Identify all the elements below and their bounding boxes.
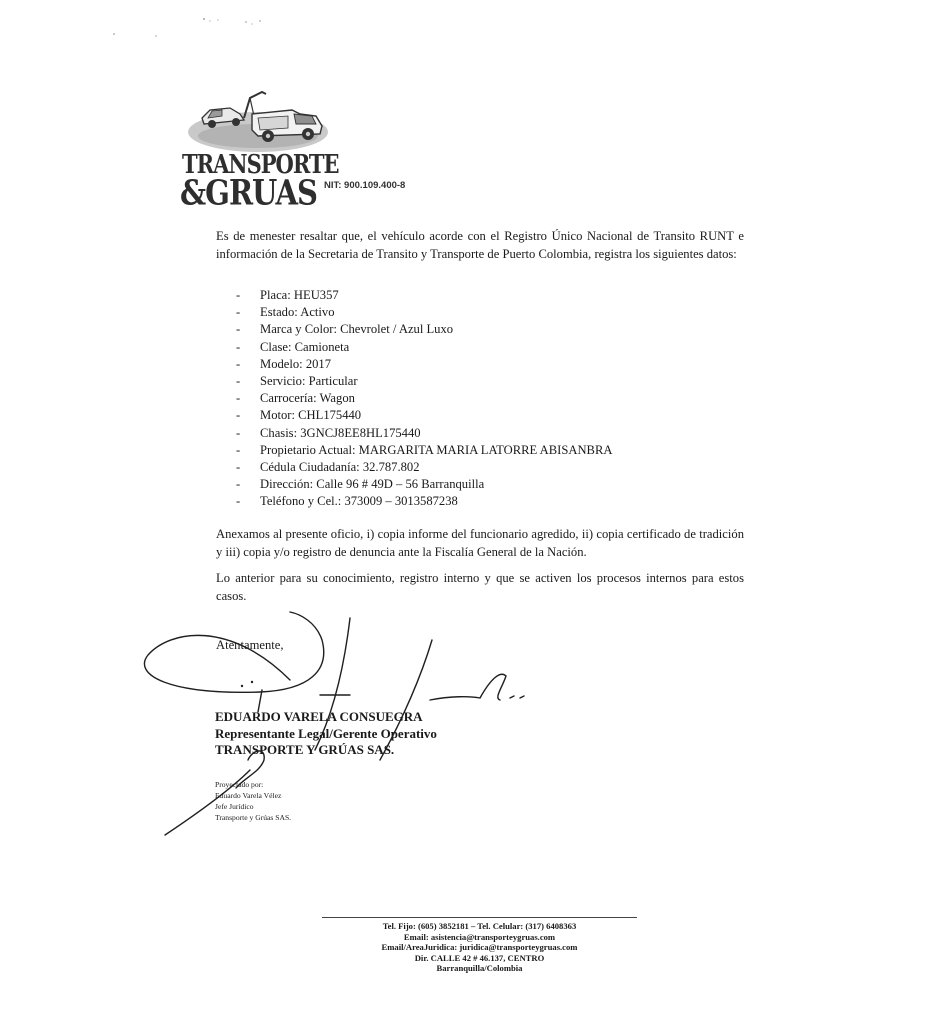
list-item [236,407,612,424]
list-bullet: - [236,477,241,492]
list-item-text: Placa: HEU357 [260,288,339,302]
footer-contact [322,921,637,974]
list-item-text: Clase: Camioneta [260,339,350,354]
list-bullet: - [236,425,241,440]
list-item [236,356,612,373]
footer-divider [322,917,637,918]
list-item [236,373,612,390]
footer-email: Email: asistencia@transporteygruas.com [403,931,556,942]
footer-city: Barranquilla/Colombia [436,963,523,974]
list-bullet: - [236,442,241,457]
footer-phone: Tel. Fijo: (605) 3852181 – Tel. Celular: (317) 6408363 [382,921,577,931]
list-item-text: Dirección: Calle 96 # 49D – 56 Barranquilla [260,477,485,492]
list-item-text: Marca y Color: Chevrolet / Azul Luxo [260,322,454,337]
intro-paragraph: Es de menester resaltar que, el vehículo acorde con el Registro Único Nacional de Transito RUNT e información de la Secretaria de Transito y Transporte de Puerto Colombia, registra los siguientes datos: [216,229,744,261]
list-item [236,425,612,442]
annex-paragraph: Anexamos al presente oficio, i) copia informe del funcionario agredido, ii) copia certificado de tradición y iii) copia y/o registro de denuncia ante la Fiscalía General de la Nación. [216,527,744,559]
footer-legal-email: Email/AreaJuridica: juridica@transporteygruas.com [381,942,578,953]
list-item-text: Teléfono y Cel.: 373009 – 3013587238 [260,494,458,509]
tow-truck-icon [188,88,328,152]
list-item [236,459,612,476]
closing-paragraph: Lo anterior para su conocimiento, registro interno y que se activen los procesos internos para estos casos. [216,571,744,603]
list-bullet: - [236,288,241,302]
list-item-text: Propietario Actual: MARGARITA MARIA LATORRE ABISANBRA [260,442,613,457]
list-bullet: - [236,373,241,388]
list-item [236,493,612,510]
projected-role: Jefe Jurídico [215,802,254,811]
list-item [236,442,612,459]
footer-address: Dir. CALLE 42 # 46.137, CENTRO [414,952,545,963]
list-item [236,304,612,321]
list-bullet: - [236,494,241,509]
list-item [236,321,612,338]
list-item [236,390,612,407]
handwritten-signature [140,600,540,840]
projected-company: Transporte y Grúas SAS. [215,813,292,822]
logo-wordmark-line1: TRANSPORTE [182,148,339,180]
list-bullet: - [236,459,241,474]
logo-wordmark-line2: &GRUAS [180,172,317,213]
vehicle-data-list [236,287,612,510]
list-item-text: Chasis: 3GNCJ8EE8HL175440 [260,425,421,440]
list-bullet: - [236,305,241,320]
company-logo [178,88,339,213]
list-item-text: Cédula Ciudadanía: 32.787.802 [260,459,420,474]
list-item [236,287,612,304]
list-bullet: - [236,391,241,406]
list-item-text: Carrocería: Wagon [260,391,355,406]
list-item [236,339,612,356]
projected-label: Proyectado por: [215,780,264,789]
list-item-text: Estado: Activo [260,305,335,320]
list-item-text: Motor: CHL175440 [260,408,362,423]
projected-name: Eduardo Varela Vélez [215,791,282,800]
list-bullet: - [236,322,241,337]
scan-specks [110,14,270,42]
list-bullet: - [236,408,241,423]
list-item-text: Modelo: 2017 [260,356,332,371]
list-bullet: - [236,339,241,354]
signer-company: TRANSPORTE Y GRÚAS SAS. [215,742,395,757]
signer-role: Representante Legal/Gerente Operativo [215,725,437,741]
list-bullet: - [236,356,241,371]
list-item [236,476,612,493]
list-item-text: Servicio: Particular [260,373,358,388]
closing-salutation: Atentamente, [216,638,284,652]
nit-number: NIT: 900.109.400-8 [324,180,406,191]
signer-name: EDUARDO VARELA CONSUEGRA [215,709,423,724]
